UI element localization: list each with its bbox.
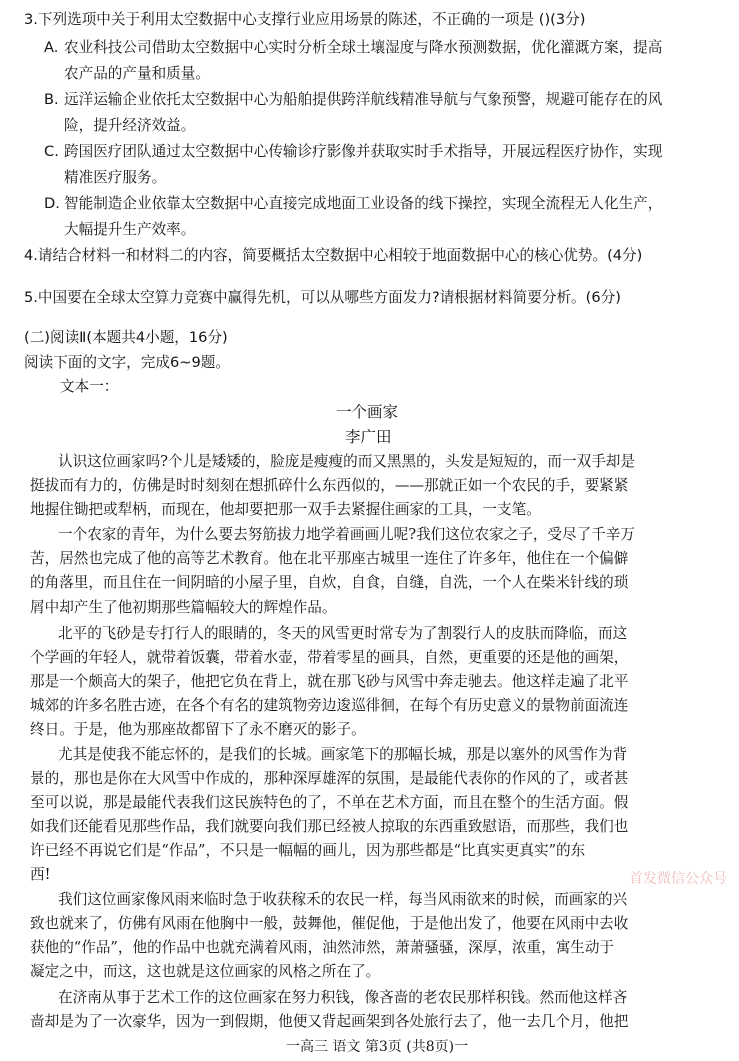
option-a-label: A. — [44, 39, 59, 56]
paragraph-2-line-2: 苦，居然也完成了他的高等艺术教育。他在北平那座古城里一连住了许多年，他住在一个偏僻 — [30, 550, 629, 567]
paragraph-4-line-6: 西! — [30, 866, 51, 883]
paragraph-2-line-1: 一个农家的青年，为什么要去努筋拔力地学着画画儿呢?我们这位农家之子，受尽了千辛万 — [58, 526, 635, 543]
paragraph-4-line-2: 景的，那也是你在大风雪中作成的，那种深厚雄浑的氛围，是最能代表你的作风的了，或者甚 — [30, 770, 629, 787]
option-b-label: B. — [44, 91, 59, 108]
paragraph-2-line-4: 屑中却产生了他初期那些篇幅较大的辉煌作品。 — [30, 599, 337, 616]
article-title: 一个画家 — [336, 403, 399, 421]
paragraph-4-line-1: 尤其是使我不能忘怀的，是我们的长城。画家笔下的那幅长城，那是以塞外的风雪作为背 — [58, 746, 628, 763]
section-instruction: 阅读下面的文字，完成6~9题。 — [24, 354, 230, 371]
option-d-label: D. — [44, 195, 60, 212]
article-author: 李广田 — [345, 428, 392, 446]
watermark-text: 首发微信公众号 — [629, 871, 727, 887]
option-b-line-1: 远洋运输企业依托太空数据中心为船舶提供跨洋航线精准导航与气象预警，规避可能存在的风 — [64, 91, 663, 108]
paragraph-4-line-5: 许已经不再说它们是“作品”，不只是一幅幅的画儿，因为那些都是“比真实更真实”的东 — [30, 842, 586, 859]
paragraph-1-line-1: 认识这位画家吗?个儿是矮矮的，脸庞是瘦瘦的而又黑黑的，头发是短短的，而一双手却是 — [58, 453, 635, 470]
paragraph-5-line-2: 致也就来了，仿佛有风雨在他胸中一般，鼓舞他，催促他，于是他出发了，他要在风雨中去收 — [30, 915, 629, 932]
question-3-stem: 3.下列选项中关于利用太空数据中心支撑行业应用场景的陈述，不正确的一项是 ()(3分) — [24, 11, 586, 28]
paragraph-5-line-1: 我们这位画家像风雨来临时急于收获稼禾的农民一样，每当风雨欲来的时候，而画家的兴 — [58, 891, 628, 908]
paragraph-6-line-2: 啬却是为了一次豪华，因为一到假期，他便又背起画架到各处旅行去了，他一去几个月，他把 — [30, 1013, 629, 1030]
option-a-line-2: 农产品的产量和质量。 — [64, 65, 210, 82]
option-c-line-1: 跨国医疗团队通过太空数据中心传输诊疗影像并获取实时手术指导，开展远程医疗协作，实现 — [64, 143, 663, 160]
section-heading: (二)阅读Ⅱ(本题共4小题，16分) — [24, 329, 228, 346]
paragraph-3-line-5: 终日。于是，他为那座故都留下了永不磨灭的影子。 — [30, 721, 366, 738]
option-b-line-2: 险，提升经济效益。 — [64, 117, 196, 134]
paragraph-6-line-1: 在济南从事于艺术工作的这位画家在努力积钱，像吝啬的老农民那样积钱。然而他这样吝 — [58, 989, 628, 1006]
paragraph-5-line-4: 凝定之中，而这，这也就是这位画家的风格之所在了。 — [30, 963, 381, 980]
paragraph-3-line-1: 北平的飞砂是专打行人的眼睛的，冬天的风雪更时常专为了割裂行人的皮肤而降临，而这 — [58, 625, 628, 642]
question-5-stem: 5.中国要在全球太空算力竞赛中赢得先机，可以从哪些方面发力?请根据材料简要分析。(6分) — [24, 289, 621, 306]
question-4-stem: 4.请结合材料一和材料二的内容，简要概括太空数据中心相较于地面数据中心的核心优势。(4分) — [24, 247, 643, 264]
option-c-label: C. — [44, 143, 59, 160]
paragraph-1-line-2: 挺拔而有力的，仿佛是时时刻刻在想抓碎什么东西似的，——那就正如一个农民的手，要紧紧 — [30, 477, 629, 494]
paragraph-5-line-3: 获他的“作品”，他的作品中也就充满着风雨，油然沛然，萧萧骚骚，深厚，浓重，寓生动于 — [30, 939, 615, 956]
paragraph-3-line-4: 城郊的许多名胜古迹，在各个有名的建筑物旁边逡巡徘徊，在每个有历史意义的景物前面流连 — [30, 697, 629, 714]
option-d-line-1: 智能制造企业依靠太空数据中心直接完成地面工业设备的线下操控，实现全流程无人化生产， — [64, 195, 663, 212]
paragraph-3-line-3: 那是一个颇高大的架子，他把它负在背上，就在那飞砂与风雪中奔走驰去。他这样走遍了北平 — [30, 673, 629, 690]
paragraph-3-line-2: 个学画的年轻人，就带着饭囊，带着水壶，带着零星的画具，自然，更重要的还是他的画架， — [30, 649, 629, 666]
option-c-line-2: 精准医疗服务。 — [64, 169, 167, 186]
paragraph-4-line-3: 至可以说，那是最能代表我们这民族特色的了，不单在艺术方面，而且在整个的生活方面。假 — [30, 794, 629, 811]
text-label: 文本一： — [60, 378, 119, 395]
option-d-line-2: 大幅提升生产效率。 — [64, 221, 196, 238]
paragraph-1-line-3: 地握住锄把或犁柄，而现在，他却要把那一双手去紧握住画家的工具，一支笔。 — [30, 501, 541, 518]
paragraph-4-line-4: 如我们还能看见那些作品，我们就要向我们那已经被人掠取的东西重致慰语，而那些，我们也 — [30, 818, 629, 835]
paragraph-2-line-3: 的角落里，而且住在一间阴暗的小屋子里，自炊，自食，自缝，自洗，一个人在柴米针线的琐 — [30, 574, 629, 591]
option-a-line-1: 农业科技公司借助太空数据中心实时分析全球土壤湿度与降水预测数据，优化灌溉方案，提高 — [64, 39, 663, 56]
page-footer: 一高三 语文 第3页 (共8页)一 — [286, 1039, 469, 1055]
